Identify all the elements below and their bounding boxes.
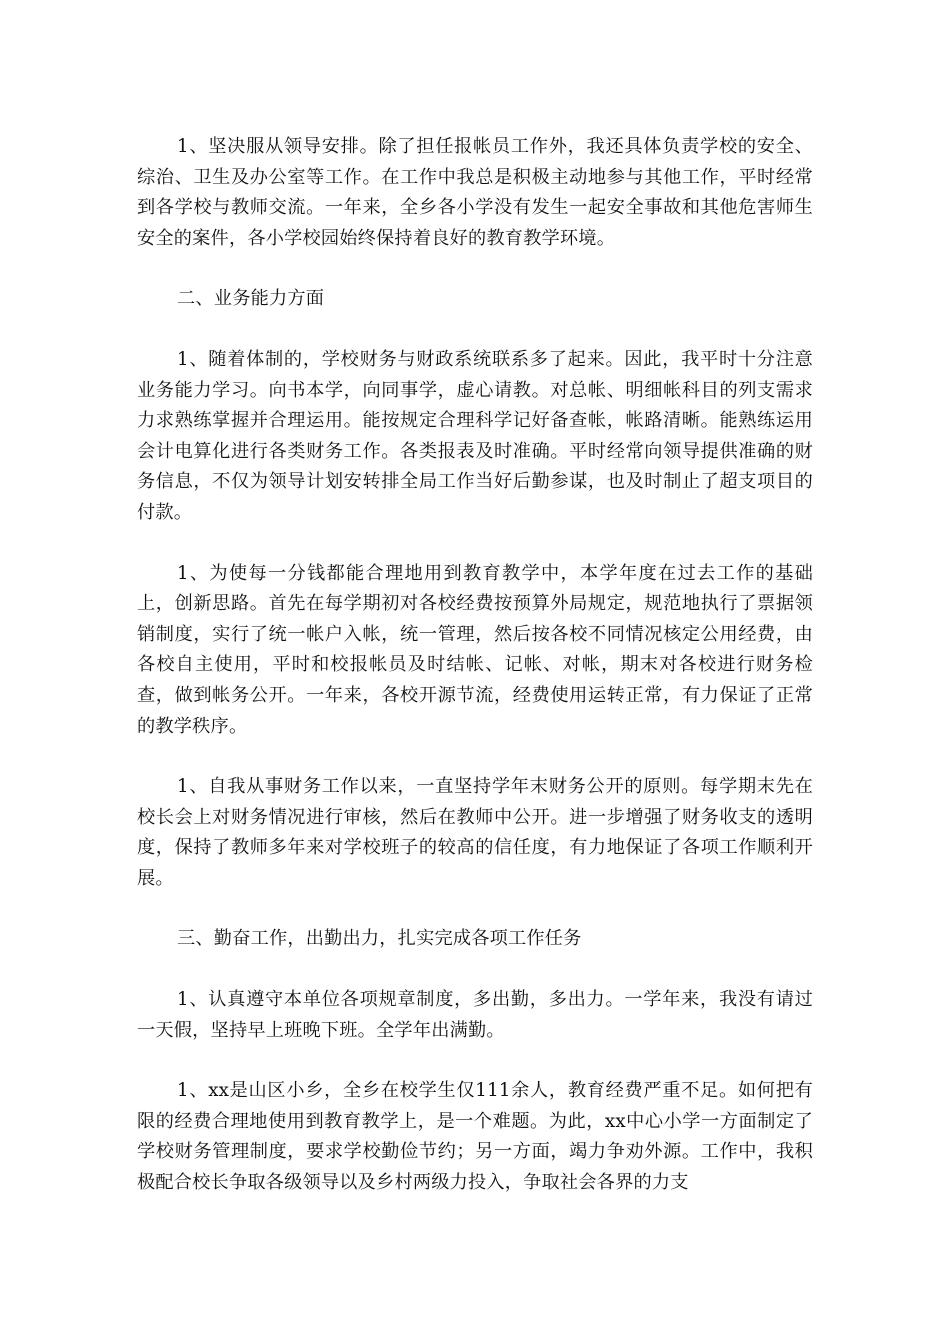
paragraph-financial-disclosure: 1、自我从事财务工作以来，一直坚持学年末财务公开的原则。每学期末先在校长会上对财务情况进行审核，然后在教师中公开。进一步增强了财务收支的透明度，保持了教师多年来对学校班子的较高的信任度，有力地保证了各项工作顺利开展。 [137,776,813,889]
paragraph-fund-management: 1、为使每一分钱都能合理地用到教育教学中，本学年度在过去工作的基础上，创新思路。首先在每学期初对各校经费按预算外局规定，规范地执行了票据领销制度，实行了统一帐户入帐，统一管理，然后按各校不同情况核定公用经费，由各校自主使用，平时和校报帐员及时结帐、记帐、对帐，期末对各校进行财务检查，做到帐务公开。一年来，各校开源节流，经费使用运转正常，有力保证了正常的教学秩序。 [137,562,813,737]
paragraph-gap [137,1046,813,1076]
paragraph-funding-shortage: 1、xx是山区小乡，全乡在校学生仅111余人，教育经费严重不足。如何把有限的经费合理地使用到教育教学上，是一个难题。为此，xx中心小学一方面制定了学校财务管理制度，要求学校勤俭节约；另一方面，竭力争劝外源。工作中，我积极配合校长争取各级领导以及乡村两级力投入，争取社会各界的力支 [137,1080,813,1194]
section-heading-diligent-work: 三、勤奋工作，出勤出力，扎实完成各项工作任务 [177,928,582,950]
paragraph-business-study: 1、随着体制的，学校财务与财政系统联系多了起来。因此，我平时十分注意业务能力学习。向书本学，向同事学，虚心请教。对总帐、明细帐科目的列支需求力求熟练掌握并合理运用。能按规定合理科学记好备查帐，帐路清晰。能熟练运用会计电算化进行各类财务工作。各类报表及时准确。平时经常向领导提供准确的财务信息，不仅为领导计划安转排全局工作当好后勤参谋，也及时制止了超支项目的付款。 [137,348,813,523]
paragraph-gap [137,894,813,924]
paragraph-attendance: 1、认真遵守本单位各项规章制度，多出勤，多出力。一学年来，我没有请过一天假，坚持早上班晚下班。全学年出满勤。 [137,989,813,1041]
paragraph-gap [137,254,813,284]
document-body [137,132,813,1199]
paragraph-gap [137,529,813,559]
paragraph-gap [137,955,813,985]
paragraph-safety-duties: 1、坚决服从领导安排。除了担任报帐员工作外，我还具体负责学校的安全、综治、卫生及办公室等工作。在工作中我总是积极主动地参与其他工作，平时经常到各学校与教师交流。一年来，全乡各小学没有发生一起安全事故和其他危害师生安全的案件，各小学校园始终保持着良好的教育教学环境。 [137,136,813,249]
paragraph-gap [137,315,813,345]
paragraph-gap [137,742,813,772]
section-heading-business-ability: 二、业务能力方面 [177,288,325,310]
